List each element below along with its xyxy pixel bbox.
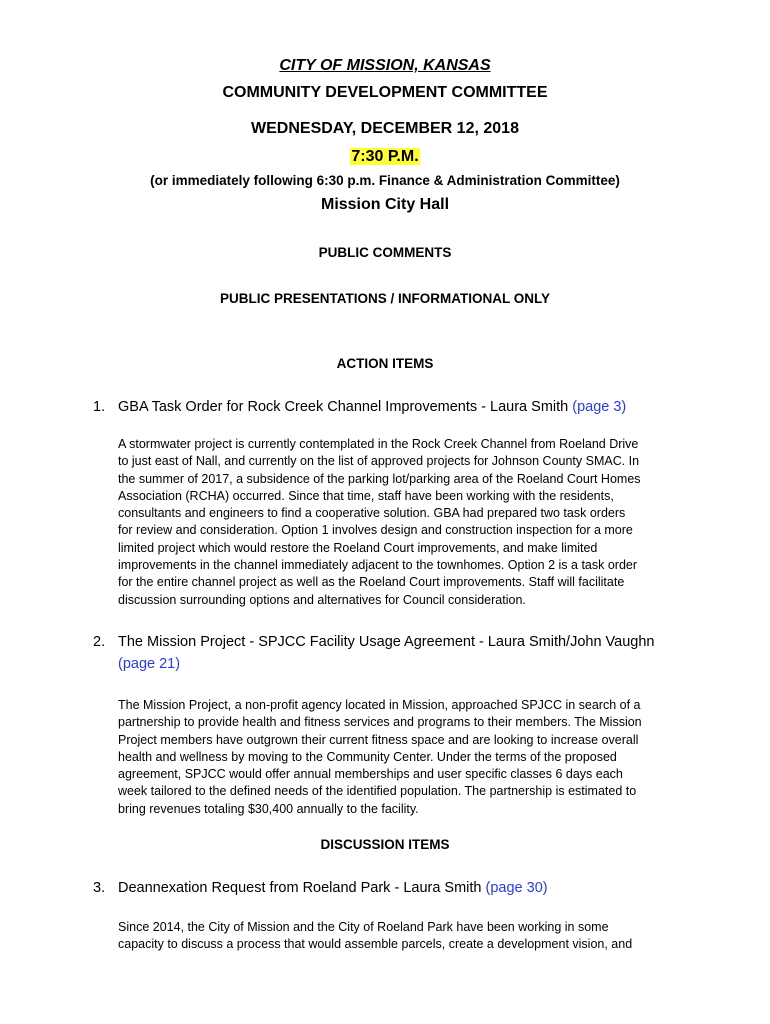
description-line: discussion surrounding options and alternatives for Council consideration. [118,592,526,607]
description-line: the summer of 2017, a subsidence of the parking lot/parking area of the Roeland Court Homes [118,471,641,486]
description-line: partnership to provide health and fitness services and programs to their members. The Mission [118,715,642,730]
description-line: health and wellness by moving to the Community Center. Under the terms of the proposed [118,749,617,764]
committee-title: COMMUNITY DEVELOPMENT COMMITTEE [222,84,548,101]
description-line: agreement, SPJCC would offer annual memberships and user specific classes 6 days each [118,767,623,782]
description-line: for the entire channel project as well as the Roeland Court improvements. Staff will facilitate [118,575,625,590]
section-presentations: PUBLIC PRESENTATIONS / INFORMATIONAL ONLY [219,291,550,306]
description-line: Association (RCHA) occurred. Since that time, staff have been working with the residents, [118,488,614,503]
description-line: The Mission Project, a non-profit agency located in Mission, approached SPJCC in search of a [118,698,641,712]
item-title: GBA Task Order for Rock Creek Channel Improvements - Laura Smith [118,399,569,415]
description-line: for review and consideration. Option 1 involves design and construction inspection for a more [118,523,633,538]
meeting-time-highlight: 7:30 P.M. [351,148,419,165]
agenda-item-3 [93,877,693,899]
item-title: Deannexation Request from Roeland Park - Laura Smith [118,880,482,896]
item-2-description [118,697,708,818]
meeting-note: (or immediately following 6:30 p.m. Finance & Administration Committee) [150,173,620,188]
section-discussion-items: DISCUSSION ITEMS [320,837,450,852]
section-action-items: ACTION ITEMS [336,356,434,371]
page-link[interactable]: (page 21) [118,656,181,672]
meeting-date: WEDNESDAY, DECEMBER 12, 2018 [251,120,519,137]
item-number: 2. [93,634,106,650]
page-link[interactable]: (page 30) [485,880,548,896]
description-line: Project members have outgrown their current fitness space and are looking to increase overall [118,732,639,747]
item-1-description [118,436,708,609]
description-line: consultants and engineers to find a cooperative solution. GBA had prepared two task orders [118,506,626,521]
page-link[interactable]: (page 3) [572,399,627,415]
city-title: CITY OF MISSION, KANSAS [279,57,491,74]
description-line: week tailored to the defined needs of the identified population. The partnership is estimated to [118,784,637,799]
description-line: to just east of Nall, and currently on the list of approved projects for Johnson County SMAC. In [118,454,640,469]
item-number: 1. [93,399,106,415]
item-number: 3. [93,880,106,896]
section-public-comments: PUBLIC COMMENTS [318,245,452,260]
meeting-time [0,148,770,166]
description-line: Since 2014, the City of Mission and the City of Roeland Park have been working in some [118,920,609,934]
description-line: A stormwater project is currently contemplated in the Rock Creek Channel from Roeland Drive [118,437,639,451]
item-3-description [118,919,708,954]
description-line: capacity to discuss a process that would assemble parcels, create a development vision, and [118,937,633,952]
description-line: limited project which would restore the Roeland Court improvements, and make limited [118,540,598,555]
description-line: improvements in the channel immediately adjacent to the townhomes. Option 2 is a task order [118,558,638,573]
agenda-item-1 [93,396,693,418]
item-title: The Mission Project - SPJCC Facility Usage Agreement - Laura Smith/John Vaughn [118,634,655,650]
description-line: bring revenues totaling $30,400 annually to the facility. [118,801,419,816]
meeting-venue: Mission City Hall [320,196,450,213]
agenda-item-2 [93,631,693,675]
